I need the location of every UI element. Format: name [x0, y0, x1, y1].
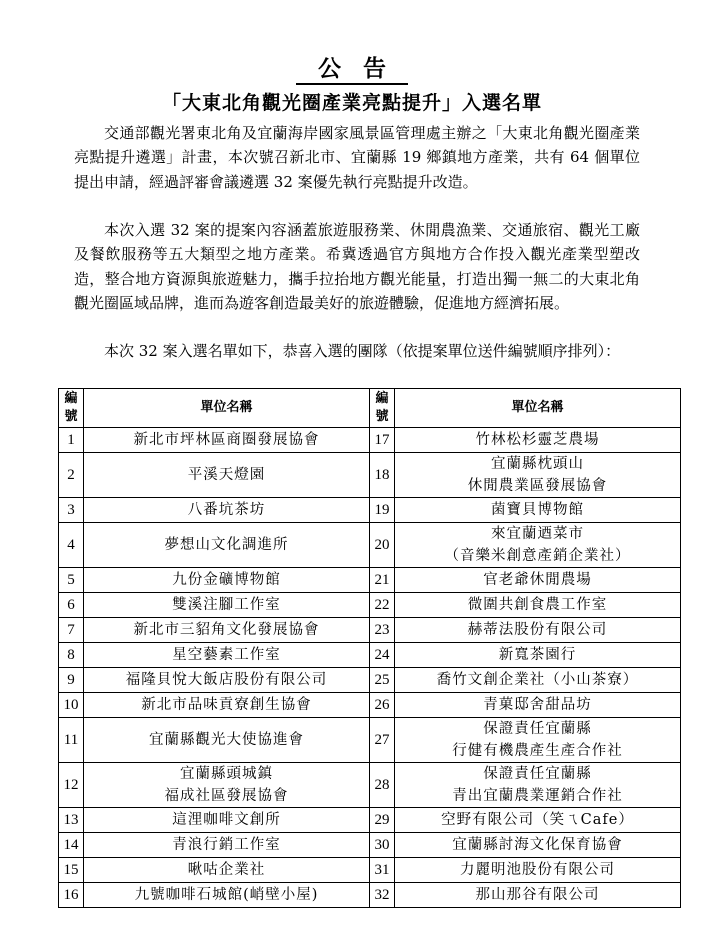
table-header-row [59, 389, 681, 428]
entry-unit-name-right [395, 693, 681, 718]
unit-name-line: 雙溪注腳工作室 [172, 597, 281, 613]
unit-name-line: 這浬咖啡文創所 [172, 812, 281, 828]
unit-name-line: 青菓邸舍甜品坊 [483, 697, 592, 713]
entry-unit-name-left [84, 883, 370, 908]
entry-unit-name-right [395, 718, 681, 763]
entry-unit-name-right [395, 593, 681, 618]
entry-unit-name-left [84, 833, 370, 858]
entry-number-right: 23 [370, 618, 395, 643]
paragraph-intro [74, 121, 640, 194]
entry-unit-name-right [395, 498, 681, 523]
table-row [59, 568, 681, 593]
entry-number-right: 25 [370, 668, 395, 693]
unit-name-line: 力麗明池股份有限公司 [460, 862, 615, 878]
entry-number-right: 32 [370, 883, 395, 908]
table-row [59, 763, 681, 808]
unit-name-line: 赫蒂法股份有限公司 [467, 622, 608, 638]
unit-name-line: 休閒農業區發展協會 [467, 478, 608, 494]
entry-number-right: 17 [370, 428, 395, 453]
unit-name-line: 新北市三貂角文化發展協會 [133, 622, 320, 638]
entry-unit-name-right [395, 833, 681, 858]
unit-name-line: 保證責任宜蘭縣 [483, 721, 592, 737]
entry-unit-name-right [395, 428, 681, 453]
entry-number-right: 26 [370, 693, 395, 718]
table-row [59, 593, 681, 618]
unit-name-line: 那山那谷有限公司 [475, 887, 600, 903]
unit-name-line: 保證責任宜蘭縣 [483, 766, 592, 782]
header-unit-name-left: 單位名稱 [84, 389, 370, 428]
entry-unit-name-right [395, 883, 681, 908]
unit-name-line: 宜蘭縣枕頭山 [491, 456, 584, 472]
table-row [59, 643, 681, 668]
paragraph-categories [74, 218, 640, 315]
paragraph-list-intro [74, 339, 640, 363]
unit-name-line: 啾咕企業社 [187, 862, 266, 878]
entry-number-left: 8 [59, 643, 84, 668]
table-row [59, 523, 681, 568]
entry-unit-name-left [84, 453, 370, 498]
unit-name-line: 九號咖啡石城館(峭壁小屋) [134, 887, 319, 903]
entry-number-right: 21 [370, 568, 395, 593]
entry-unit-name-right [395, 643, 681, 668]
table-row [59, 808, 681, 833]
unit-name-line: 新寬茶園行 [498, 647, 577, 663]
unit-name-line: 空野有限公司（笑ㄟCafe） [441, 812, 634, 828]
entry-number-left: 14 [59, 833, 84, 858]
entry-number-left: 6 [59, 593, 84, 618]
selection-table [58, 388, 681, 908]
entry-unit-name-right [395, 453, 681, 498]
entry-number-left: 4 [59, 523, 84, 568]
entry-unit-name-right [395, 763, 681, 808]
entry-unit-name-left [84, 498, 370, 523]
entry-unit-name-left [84, 693, 370, 718]
notice-title [0, 50, 704, 83]
entry-number-left: 10 [59, 693, 84, 718]
unit-name-line: 福成社區發展協會 [164, 788, 289, 804]
unit-name-line: （音樂米創意產銷企業社） [444, 548, 631, 564]
paragraph-categories-text: 本次入選 32 案的提案內容涵蓋旅遊服務業、休閒農漁業、交通旅宿、觀光工廠及餐飲服務等五大類型之地方產業。希冀透過官方與地方合作投入觀光產業型塑改造，整合地方資源與旅遊魅力，攜手拉抬地方觀光能量，打造出獨一無二的大東北角觀光圈區域品牌，進而為遊客創造最美好的旅遊體驗，促進地方經濟拓展。 [74, 221, 640, 312]
entry-number-left: 9 [59, 668, 84, 693]
entry-number-right: 27 [370, 718, 395, 763]
unit-name-line: 新北市坪林區商圈發展協會 [133, 432, 320, 448]
entry-number-left: 11 [59, 718, 84, 763]
unit-name-line: 福隆貝悅大飯店股份有限公司 [125, 672, 328, 688]
table-row [59, 498, 681, 523]
unit-name-line: 宜蘭縣觀光大使協進會 [149, 732, 304, 748]
table-row [59, 718, 681, 763]
entry-unit-name-left [84, 718, 370, 763]
entry-unit-name-left [84, 668, 370, 693]
entry-unit-name-left [84, 523, 370, 568]
unit-name-line: 行健有機農產生產合作社 [452, 743, 623, 759]
header-number-left: 編號 [59, 389, 84, 428]
unit-name-line: 八番坑茶坊 [187, 502, 266, 518]
table-row [59, 428, 681, 453]
unit-name-line: 竹林松杉靈芝農場 [475, 432, 600, 448]
unit-name-line: 微圍共創食農工作室 [467, 597, 608, 613]
entry-unit-name-right [395, 808, 681, 833]
unit-name-line: 菌寶貝博物館 [491, 502, 584, 518]
entry-unit-name-right [395, 668, 681, 693]
table-row [59, 883, 681, 908]
unit-name-line: 九份金礦博物館 [172, 572, 281, 588]
table-row [59, 668, 681, 693]
entry-number-right: 28 [370, 763, 395, 808]
entry-number-left: 5 [59, 568, 84, 593]
entry-number-right: 24 [370, 643, 395, 668]
unit-name-line: 新北市品味貢寮創生協會 [141, 697, 312, 713]
unit-name-line: 平溪天燈園 [187, 467, 266, 483]
entry-unit-name-left [84, 858, 370, 883]
entry-unit-name-left [84, 643, 370, 668]
unit-name-line: 宜蘭縣頭城鎮 [180, 766, 273, 782]
unit-name-line: 星空藝素工作室 [172, 647, 281, 663]
unit-name-line: 青出宜蘭農業運銷合作社 [452, 788, 623, 804]
table-row [59, 858, 681, 883]
entry-number-right: 31 [370, 858, 395, 883]
entry-number-left: 1 [59, 428, 84, 453]
unit-name-line: 夢想山文化調進所 [164, 537, 289, 553]
notice-title-text: 公告 [296, 55, 408, 85]
entry-number-left: 2 [59, 453, 84, 498]
document-title: 「大東北角觀光圈產業亮點提升」入選名單 [161, 92, 542, 114]
entry-unit-name-right [395, 568, 681, 593]
entry-unit-name-right [395, 618, 681, 643]
paragraph-intro-text: 交通部觀光署東北角及宜蘭海岸國家風景區管理處主辦之「大東北角觀光圈產業亮點提升遴選」計畫，本次號召新北市、宜蘭縣 19 鄉鎮地方產業，共有 64 個單位提出申請，經過評審會議遴選 32 案優先執行亮點提升改造。 [74, 124, 640, 191]
unit-name-line: 官老爺休閒農場 [483, 572, 592, 588]
entry-number-right: 30 [370, 833, 395, 858]
entry-number-right: 18 [370, 453, 395, 498]
table-row [59, 833, 681, 858]
table-row [59, 693, 681, 718]
entry-unit-name-left [84, 428, 370, 453]
entry-number-left: 16 [59, 883, 84, 908]
entry-unit-name-left [84, 568, 370, 593]
entry-number-left: 12 [59, 763, 84, 808]
entry-number-right: 19 [370, 498, 395, 523]
entry-number-left: 13 [59, 808, 84, 833]
entry-unit-name-left [84, 618, 370, 643]
entry-unit-name-left [84, 763, 370, 808]
header-unit-name-right: 單位名稱 [395, 389, 681, 428]
table-body [59, 428, 681, 908]
header-number-right: 編號 [370, 389, 395, 428]
entry-number-right: 29 [370, 808, 395, 833]
table-row [59, 618, 681, 643]
table-row [59, 453, 681, 498]
entry-unit-name-right [395, 523, 681, 568]
entry-unit-name-left [84, 808, 370, 833]
unit-name-line: 喬竹文創企業社（小山茶寮） [436, 672, 639, 688]
entry-number-left: 7 [59, 618, 84, 643]
entry-number-left: 15 [59, 858, 84, 883]
entry-number-right: 22 [370, 593, 395, 618]
entry-unit-name-right [395, 858, 681, 883]
entry-number-right: 20 [370, 523, 395, 568]
paragraph-list-intro-text: 本次 32 案入選名單如下，恭喜入選的團隊（依提案單位送件編號順序排列）： [104, 342, 621, 360]
entry-unit-name-left [84, 593, 370, 618]
unit-name-line: 宜蘭縣討海文化保育協會 [452, 837, 623, 853]
unit-name-line: 青浪行銷工作室 [172, 837, 281, 853]
unit-name-line: 來宜蘭迺菜市 [491, 526, 584, 542]
entry-number-left: 3 [59, 498, 84, 523]
